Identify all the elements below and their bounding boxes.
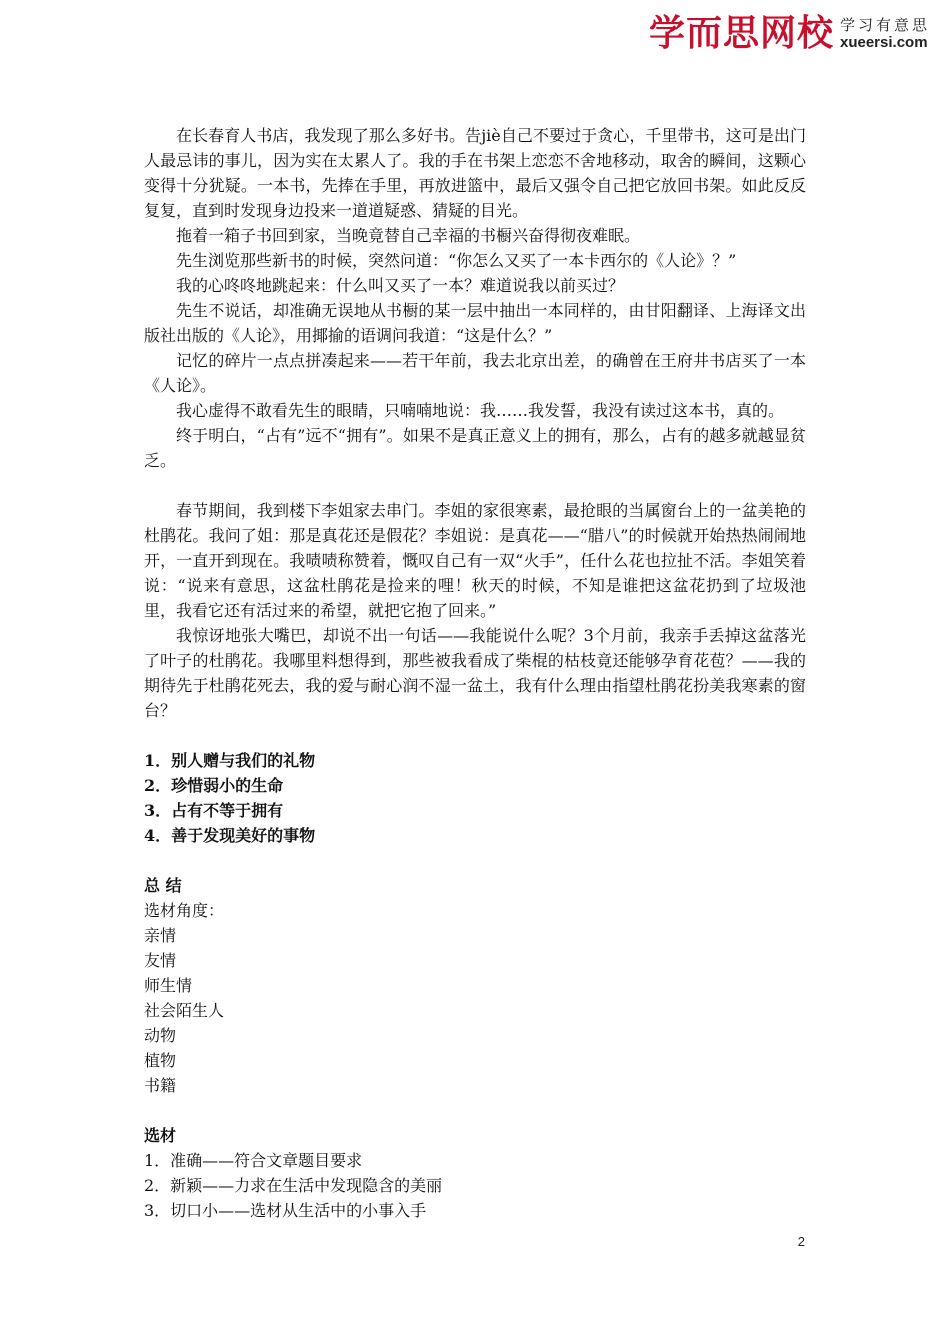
spacer	[144, 848, 806, 873]
theme-item: 1．别人赠与我们的礼物	[144, 751, 316, 770]
material-item: 2．新颖——力求在生活中发现隐含的美丽	[144, 1176, 443, 1195]
paragraph: 我惊讶地张大嘴巴，却说不出一句话——我能说什么呢？3个月前，我亲手丢掉这盆落光了叶子的杜鹃花。我哪里料想得到，那些被我看成了柴棍的枯枝竟还能够孕育花苞？——我的期待先于杜鹃花死去，我的爱与耐心润不湿一盆土，我有什么理由指望杜鹃花扮美我寒素的窗台？	[144, 626, 806, 720]
logo-side	[840, 12, 930, 52]
paragraph: 拖着一箱子书回到家，当晚竟替自己幸福的书橱兴奋得彻夜难眠。	[176, 226, 641, 245]
paragraph: 先生浏览那些新书的时候，突然问道：“你怎么又买了一本卡西尔的《人论》？”	[176, 251, 737, 270]
paragraph: 我的心咚咚地跳起来：什么叫又买了一本？难道说我以前买过？	[176, 276, 625, 295]
spacer	[144, 1098, 806, 1123]
logo-domain: xueersi.com	[839, 34, 928, 51]
material-item: 1．准确——符合文章题目要求	[144, 1151, 363, 1170]
paragraph: 春节期间，我到楼下李姐家去串门。李姐的家很寒素，最抢眼的当属窗台上的一盆美艳的杜鹃花。我问了姐：那是真花还是假花？李姐说：是真花——“腊八”的时候就开始热热闹闹地开，一直开到现在。我啧啧称赞着，慨叹自己有一双“火手”，任什么花也拉扯不活。李姐笑着说：“说来有意思，这盆杜鹃花是捡来的哩！秋天的时候，不知是谁把这盆花扔到了垃圾池里，我看它还有活过来的希望，就把它抱了回来。”	[144, 501, 806, 620]
summary-item: 社会陌生人	[144, 1001, 225, 1020]
paragraph: 终于明白，“占有”远不“拥有”。如果不是真正意义上的拥有，那么，占有的越多就越显贫乏。	[144, 426, 806, 470]
paragraph: 记忆的碎片一点点拼凑起来——若干年前，我去北京出差，的确曾在王府井书店买了一本《人论》。	[144, 351, 806, 395]
theme-item: 4．善于发现美好的事物	[144, 826, 316, 845]
material-section	[144, 1123, 806, 1223]
story-bookstore	[144, 123, 806, 473]
material-heading: 选材	[144, 1126, 177, 1145]
summary-subheading: 选材角度：	[144, 901, 225, 920]
document-body	[144, 123, 806, 1223]
paragraph: 先生不说话，却准确无误地从书橱的某一层中抽出一本同样的，由甘阳翻译、上海译文出版社出版的《人论》，用揶揄的语调问我道：“这是什么？”	[144, 301, 806, 345]
summary-section	[144, 873, 806, 1098]
theme-list	[144, 748, 806, 848]
summary-item: 动物	[144, 1026, 177, 1045]
summary-item: 友情	[144, 951, 177, 970]
theme-item: 2．珍惜弱小的生命	[144, 776, 284, 795]
material-item: 3．切口小——选材从生活中的小事入手	[144, 1201, 427, 1220]
page-number: 2	[797, 1234, 805, 1249]
spacer	[144, 473, 806, 498]
summary-item: 亲情	[144, 926, 177, 945]
summary-item: 书籍	[144, 1076, 177, 1095]
spacer	[144, 723, 806, 748]
header-logo	[649, 12, 930, 56]
summary-item: 植物	[144, 1051, 177, 1070]
paragraph: 在长春育人书店，我发现了那么多好书。告jiè自己不要过于贪心，千里带书，这可是出门人最忌讳的事儿，因为实在太累人了。我的手在书架上恋恋不舍地移动，取舍的瞬间，这颗心变得十分犹疑。一本书，先捧在手里，再放进篮中，最后又强令自己把它放回书架。如此反反复复，直到时发现身边投来一道道疑惑、猜疑的目光。	[144, 126, 806, 220]
paragraph: 我心虚得不敢看先生的眼睛，只喃喃地说：我……我发誓，我没有读过这本书，真的。	[176, 401, 785, 420]
summary-heading: 总 结	[144, 876, 182, 895]
summary-item: 师生情	[144, 976, 193, 995]
story-azalea	[144, 498, 806, 723]
logo-text: 学而思网校	[648, 13, 834, 54]
logo-slogan: 学习有意思	[839, 16, 930, 34]
theme-item: 3．占有不等于拥有	[144, 801, 284, 820]
